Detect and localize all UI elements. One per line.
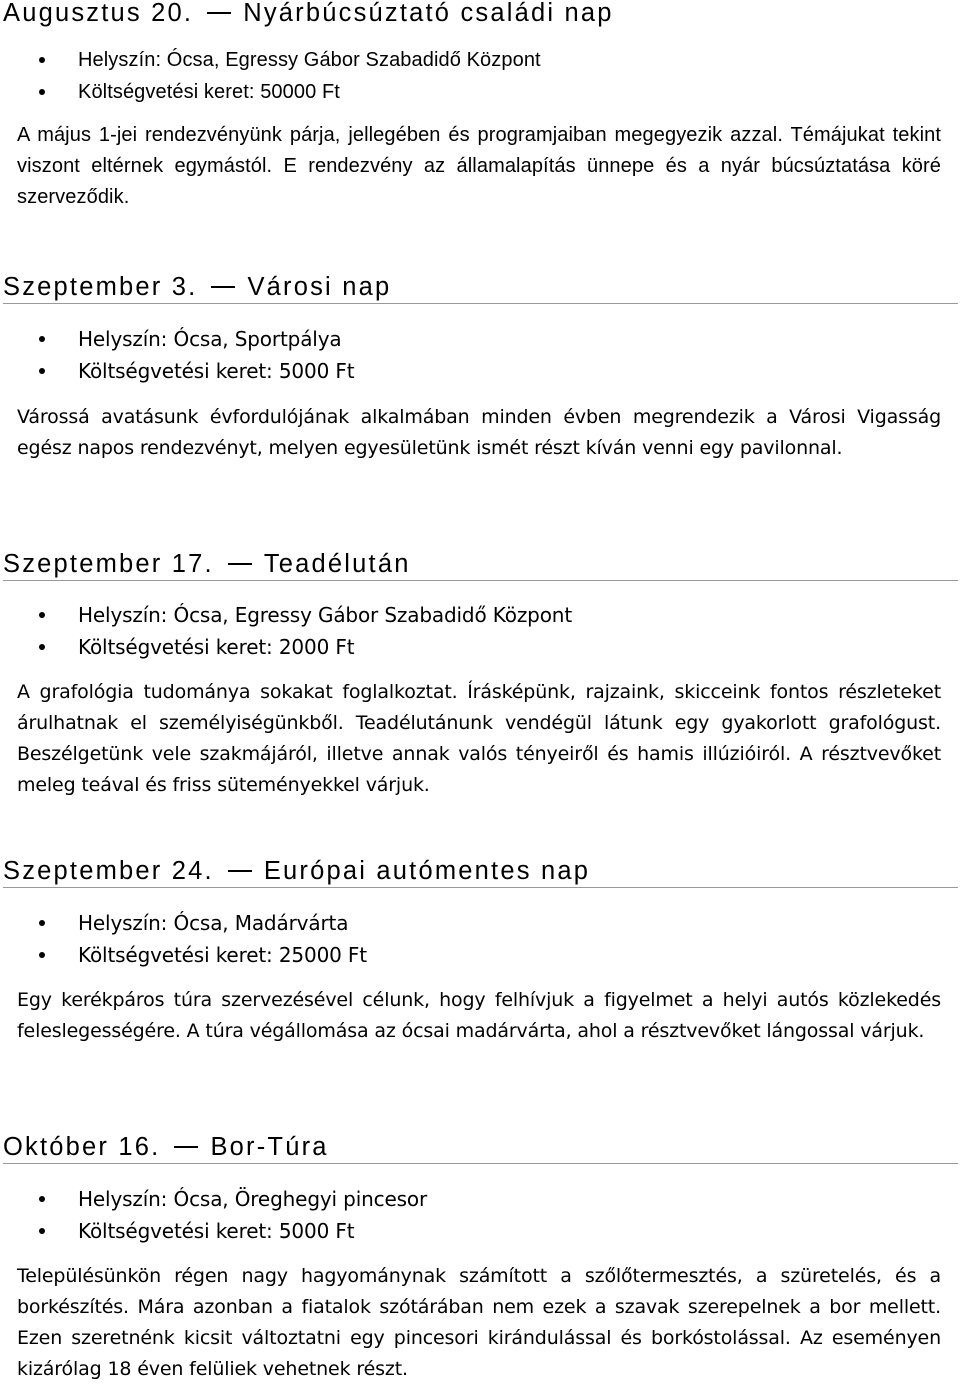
location-text: Helyszín: Ócsa, Madárvárta — [78, 911, 349, 935]
event-date: Szeptember 17. — [3, 550, 214, 578]
location-item — [0, 907, 960, 939]
event-heading — [3, 1131, 958, 1164]
bullet-icon — [39, 1196, 45, 1202]
budget-item — [0, 1215, 960, 1247]
budget-text: Költségvetési keret: 5000 Ft — [78, 1219, 355, 1243]
location-text: Helyszín: Ócsa, Sportpálya — [78, 327, 342, 351]
budget-item — [0, 76, 960, 108]
event-description: Várossá avatásunk évfordulójának alkalmában minden évben megrendezik a Városi Vigasság egész napos rendezvényt, melyen egyesületünk ismét részt kíván venni egy pavilonnal. — [17, 406, 941, 459]
event-title: Városi nap — [247, 273, 392, 301]
event-date: Október 16. — [3, 1133, 161, 1161]
event-section — [0, 855, 960, 1047]
bullet-icon — [39, 920, 45, 926]
event-details-list — [0, 907, 960, 971]
bullet-icon — [39, 336, 45, 342]
event-section — [0, 0, 960, 213]
event-heading — [3, 548, 958, 581]
event-title: Bor-Túra — [210, 1133, 329, 1161]
location-text: Helyszín: Ócsa, Egressy Gábor Szabadidő Központ — [78, 603, 573, 627]
event-description: Településünkön régen nagy hagyománynak számított a szőlőtermesztés, a szüretelés, és a borkészítés. Mára azonban a fiatalok szótárában nem ezek a szavak szerepelnek a bor mellett. Ezen szeretnénk kicsit változtatni egy pincesori kirándulással és borkóstolással. Az eseményen kizárólag 18 éven felüliek vehetnek részt. — [17, 1265, 941, 1380]
location-item — [0, 599, 960, 631]
bullet-icon — [39, 1228, 45, 1234]
location-text: Helyszín: Ócsa, Öreghegyi pincesor — [78, 1187, 428, 1211]
event-details-list — [0, 323, 960, 387]
budget-text: Költségvetési keret: 5000 Ft — [78, 359, 355, 383]
dash-separator — [174, 1146, 198, 1148]
bullet-icon — [39, 644, 45, 650]
bullet-icon — [39, 368, 45, 374]
event-section — [0, 271, 960, 464]
event-section — [0, 1131, 960, 1385]
event-section — [0, 548, 960, 801]
dash-separator — [228, 563, 252, 565]
budget-item — [0, 355, 960, 387]
event-description: A május 1-jei rendezvényünk párja, jellegében és programjaiban megegyezik azzal. Témájukat tekint viszont eltérnek egymástól. E rendezvény az államalapítás ünnepe és a nyár búcsúztatása köré szerveződik. — [17, 124, 941, 208]
event-title: Európai autómentes nap — [263, 857, 591, 885]
event-date: Augusztus 20. — [3, 0, 194, 27]
location-item — [0, 1183, 960, 1215]
event-date: Szeptember 24. — [3, 857, 214, 885]
event-description: A grafológia tudománya sokakat foglalkoztat. Írásképünk, rajzaink, skicceink fontos részleteket árulhatnak el személyiségünkből. Teadélutánunk vendégül látunk egy gyakorlott grafológust. Beszélgetünk vele szakmájáról, illetve annak valós tényeiről és hamis illúzióiról. A résztvevőket meleg teával és friss süteményekkel várjuk. — [17, 681, 941, 796]
budget-text: Költségvetési keret: 25000 Ft — [78, 943, 367, 967]
event-details-list — [0, 599, 960, 663]
event-heading — [3, 271, 958, 304]
budget-item — [0, 631, 960, 663]
dash-separator — [207, 12, 231, 14]
event-title: Teadélután — [263, 550, 411, 578]
bullet-icon — [39, 612, 45, 618]
dash-separator — [228, 870, 252, 872]
budget-item — [0, 939, 960, 971]
event-details-list — [0, 1183, 960, 1247]
bullet-icon — [39, 57, 45, 63]
budget-text: Költségvetési keret: 50000 Ft — [78, 81, 340, 103]
location-text: Helyszín: Ócsa, Egressy Gábor Szabadidő Központ — [78, 49, 541, 71]
location-item — [0, 44, 960, 76]
event-description: Egy kerékpáros túra szervezésével célunk, hogy felhívjuk a figyelmet a helyi autós közlekedés feleslegességére. A túra végállomása az ócsai madárvárta, ahol a résztvevőket lángossal várjuk. — [17, 989, 941, 1042]
event-details-list — [0, 44, 960, 108]
budget-text: Költségvetési keret: 2000 Ft — [78, 635, 355, 659]
bullet-icon — [39, 89, 45, 95]
event-heading — [3, 0, 958, 29]
location-item — [0, 323, 960, 355]
bullet-icon — [39, 952, 45, 958]
event-heading — [3, 855, 958, 888]
event-title: Nyárbúcsúztató családi nap — [243, 0, 614, 27]
dash-separator — [211, 286, 235, 288]
event-date: Szeptember 3. — [3, 273, 198, 301]
